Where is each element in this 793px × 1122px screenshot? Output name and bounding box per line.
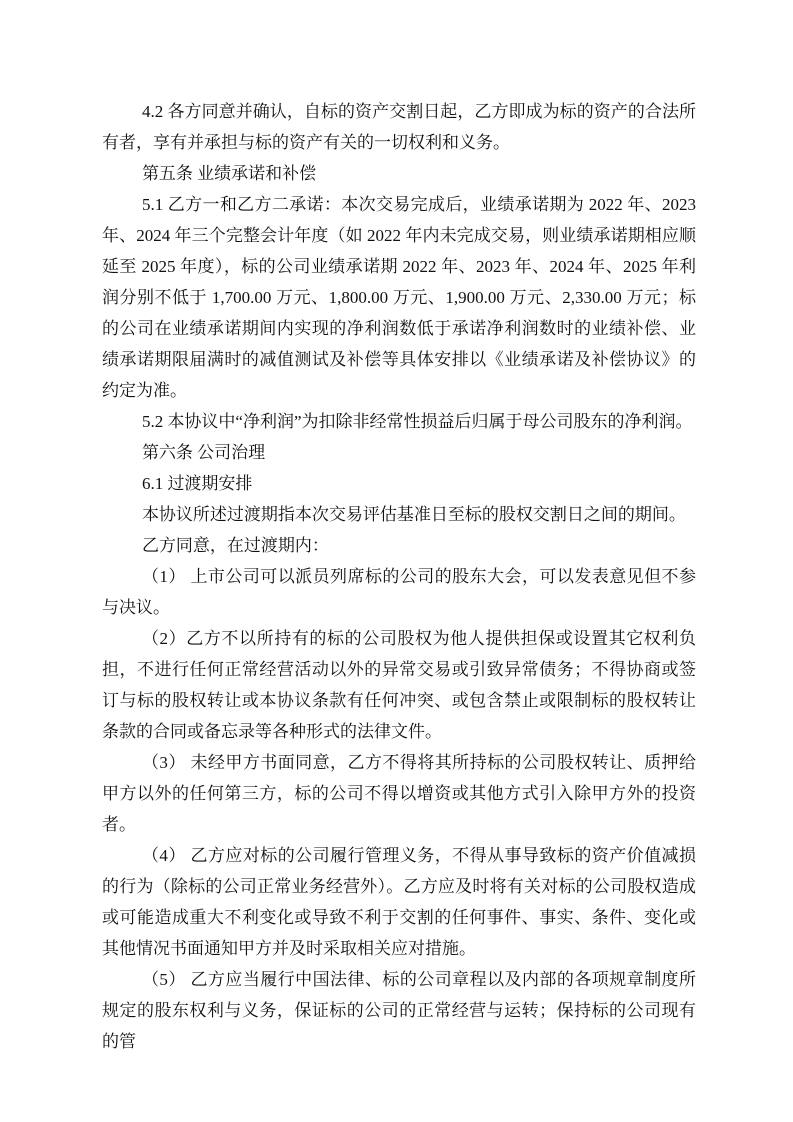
transition-period-intro: 乙方同意，在过渡期内： [141, 536, 329, 555]
transition-item-1: （1） 上市公司可以派员列席标的公司的股东大会，可以发表意见但不参与决议。 [102, 567, 696, 617]
transition-item-3: （3） 未经甲方书面同意，乙方不得将其所持标的公司股权转让、质押给甲方以外的任何第三方，标的公司不得以增资或其他方式引入除甲方外的投资者。 [102, 753, 696, 834]
transition-period-definition: 本协议所述过渡期指本次交易评估基准日至标的股权交割日之间的期间。 [141, 505, 686, 524]
clause-5-1: 5.1 乙方一和乙方二承诺：本次交易完成后，业绩承诺期为 2022 年、2023 年、2024 年三个完整会计年度（如 2022 年内未完成交易，则业绩承诺期相应顺延至 2025 年度），标的公司业绩承诺期 2022 年、2023 年、2024 年、2025 年利润分别不低于 1,700.00 万元、1,800.00 万元、1,900.00 万元、2,330.00 万元；标的公司在业绩承诺期间内实现的净利润数低于承诺净利润数时的业绩补偿、业绩承诺期限届满时的减值测试及补偿等具体安排以《业绩承诺及补偿协议》的约定为准。 [102, 195, 696, 400]
contract-text-body [102, 96, 696, 1057]
section-5-heading: 第五条 业绩承诺和补偿 [141, 164, 317, 183]
transition-item-5: （5） 乙方应当履行中国法律、标的公司章程以及内部的各项规章制度所规定的股东权利与义务，保证标的公司的正常经营与运转；保持标的公司现有的管 [102, 970, 696, 1051]
transition-item-4: （4） 乙方应对标的公司履行管理义务，不得从事导致标的资产价值减损的行为（除标的公司正常业务经营外）。乙方应及时将有关对标的公司股权造成或可能造成重大不利变化或导致不利于交割的任何事件、事实、条件、变化或其他情况书面通知甲方并及时采取相关应对措施。 [102, 846, 696, 958]
section-6-heading: 第六条 公司治理 [141, 443, 266, 462]
clause-6-1-heading: 6.1 过渡期安排 [141, 474, 253, 493]
clause-5-2: 5.2 本协议中“净利润”为扣除非经常性损益后归属于母公司股东的净利润。 [141, 412, 693, 431]
transition-item-2: （2）乙方不以所持有的标的公司股权为他人提供担保或设置其它权利负担，不进行任何正常经营活动以外的异常交易或引致异常债务；不得协商或签订与标的股权转让或本协议条款有任何冲突、或包含禁止或限制标的股权转让条款的合同或备忘录等各种形式的法律文件。 [102, 629, 696, 741]
clause-4-2: 4.2 各方同意并确认，自标的资产交割日起，乙方即成为标的资产的合法所有者，享有并承担与标的资产有关的一切权利和义务。 [102, 102, 696, 152]
